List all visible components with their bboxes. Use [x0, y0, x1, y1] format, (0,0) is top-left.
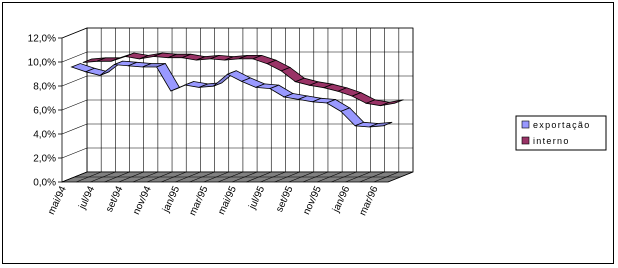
y-tick-label: 10,0% [27, 57, 56, 69]
x-tick-label: mai/95 [216, 184, 239, 217]
x-tick-label: mai/94 [46, 184, 69, 217]
y-tick-label: 4,0% [33, 129, 56, 141]
x-tick-label: jul/95 [247, 184, 268, 211]
y-tick-label: 2,0% [33, 153, 56, 165]
legend-swatch-interno [522, 137, 529, 144]
x-tick-label: mar/95 [187, 184, 211, 218]
chart-walls [62, 28, 413, 182]
x-tick-label: mar/96 [357, 184, 381, 218]
legend-label-interno: interno [533, 136, 570, 146]
y-tick-label: 0,0% [33, 177, 56, 189]
legend [516, 116, 606, 150]
y-axis-tick-labels [28, 34, 56, 189]
y-tick-label: 8,0% [33, 81, 56, 93]
x-tick-label: nov/95 [301, 184, 324, 217]
legend-label-exportacao: exportação [533, 120, 591, 130]
x-tick-label: set/94 [104, 184, 126, 214]
x-tick-label: jan/96 [330, 184, 353, 214]
chart-floor [62, 172, 413, 182]
y-tick-label: 6,0% [33, 105, 56, 117]
x-tick-label: jul/94 [77, 184, 98, 211]
x-tick-label: nov/94 [131, 184, 154, 217]
y-tick-label: 12,0% [27, 33, 56, 45]
x-tick-label: jan/95 [160, 184, 183, 214]
x-tick-label: set/95 [274, 184, 296, 214]
legend-swatch-exportacao [522, 121, 529, 128]
x-axis-tick-labels [46, 184, 381, 217]
